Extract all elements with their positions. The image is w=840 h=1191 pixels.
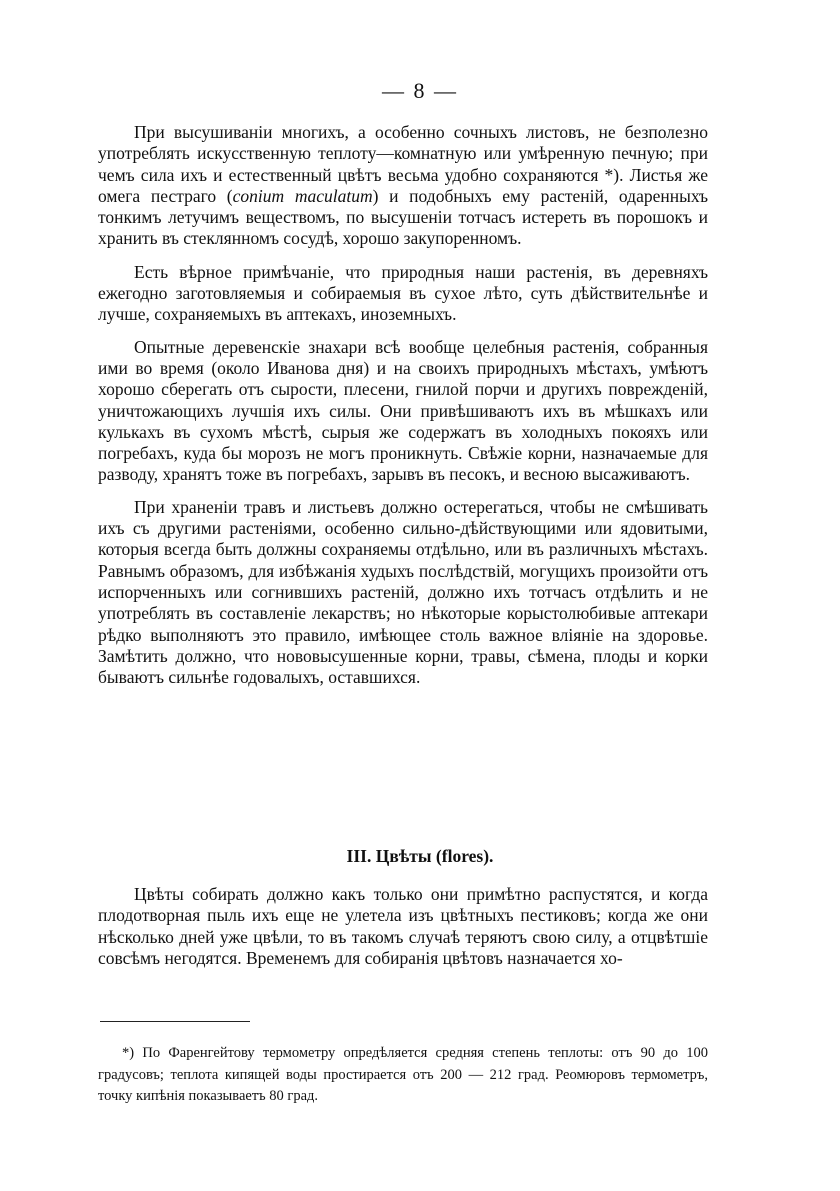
footnote-text: *) По Фаренгейтову термометру опредѣляется средняя степень теплоты: отъ 90 до 100 градусовъ; теплота кипящей воды простирается отъ 200 — 212 град. Реомюровъ термометръ, точку кипѣнія показываетъ 80 град. <box>98 1045 708 1104</box>
latin-plant-name: conium maculatum <box>232 185 373 206</box>
paragraph-drying-part1: При высушиваніи многихъ, а особенно сочныхъ листовъ, не безполезно употреблять искусственную теплоту—комнатную или умѣренную печную; при чемъ сила ихъ и естественный цвѣтъ весьма удобно сохраняются *). Листья же омега пестраго ( <box>98 122 708 206</box>
footnote-divider <box>100 1021 250 1022</box>
footnote <box>98 1043 708 1108</box>
section-text <box>98 884 708 969</box>
page-number: — 8 — <box>382 78 458 103</box>
paragraph-herbalists: Опытные деревенскіе знахари всѣ вообще целебныя растенія, собранныя ими во время (около Иванова дня) и на своихъ природныхъ мѣстахъ, умѣютъ хорошо сберегать отъ сырости, плесени, гнилой порчи и другихъ поврежденій, уничтожающихъ лучшія ихъ силы. Они привѣшиваютъ ихъ въ мѣшкахъ или кулькахъ въ сухомъ мѣстѣ, сырыя же содержатъ въ холодныхъ покояхъ или погребахъ, куда бы морозъ не могъ проникнуть. Свѣжіе корни, назначаемые для разводу, хранятъ тоже въ погребахъ, зарывъ въ песокъ, и весною высаживаютъ. <box>98 336 708 485</box>
paragraph-flowers: Цвѣты собирать должно какъ только они примѣтно распустятся, и когда плодотворная пыль ихъ еще не улетела изъ цвѣтныхъ пестиковъ; когда же они нѣсколько дней уже цвѣли, то въ такомъ случаѣ теряютъ свою силу, а отцвѣтшіе совсѣмъ негодятся. Временемъ для собиранія цвѣтовъ назначается хо- <box>98 884 708 968</box>
paragraph-storage: При храненіи травъ и листьевъ должно остерегаться, чтобы не смѣшивать ихъ съ другими растеніями, особенно сильно-дѣйствующими или ядовитыми, которыя всегда быть должны сохраняемы отдѣльно, или въ различныхъ мѣстахъ. Равнымъ образомъ, для избѣжанія худыхъ послѣдствій, могущихъ произойти отъ испорченныхъ или согнившихъ растеній, должно ихъ тотчасъ отдѣлить и не употреблять въ составленіе лекарствъ; но нѣкоторые корыстолюбивые аптекари рѣдко выполняютъ это правило, имѣющее столь важное вліяніе на здоровье. Замѣтить должно, что нововысушенные корни, травы, сѣмена, плоды и корки бываютъ сильнѣе годовалыхъ, оставшихся. <box>98 496 708 688</box>
body-text <box>98 122 708 699</box>
paragraph-drying-part2: ) и подобныхъ ему растеній, одаренныхъ тонкимъ летучимъ веществомъ, по высушеніи тотчасъ истереть въ порошокъ и хранить въ стеклянномъ сосудѣ, хорошо закупоренномъ. <box>98 185 708 249</box>
section-heading: III. Цвѣты (flores). <box>346 846 494 866</box>
paragraph-drying <box>98 122 708 250</box>
paragraph-native-plants: Есть вѣрное примѣчаніе, что природныя наши растенія, въ деревняхъ ежегодно заготовляемыя и собираемыя въ сухое лѣто, суть дѣйствительнѣе и лучше, сохраняемыхъ въ аптекахъ, иноземныхъ. <box>98 261 708 325</box>
